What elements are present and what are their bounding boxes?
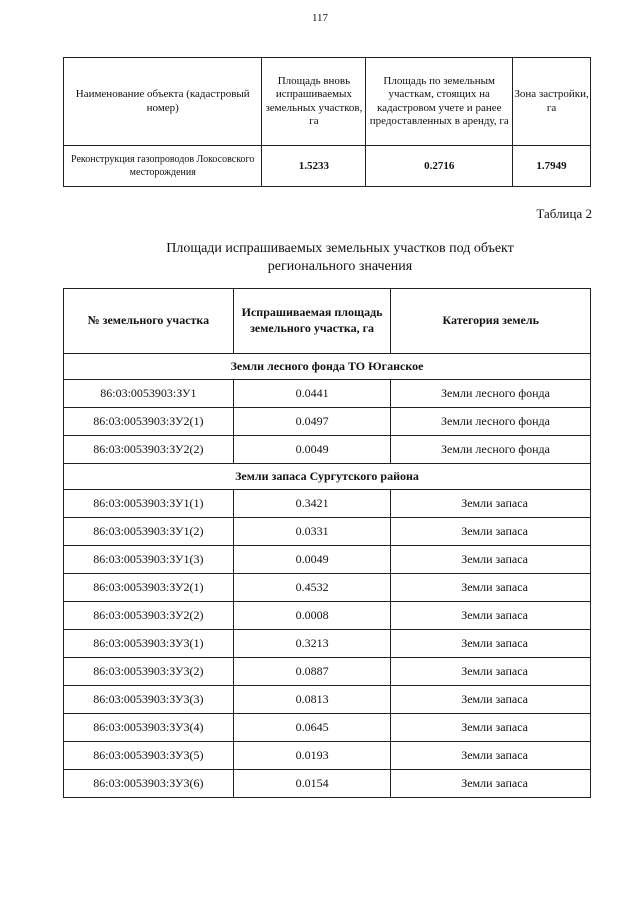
- section-title: Земли запаса Сургутского района: [64, 464, 591, 490]
- table-row: [64, 630, 591, 658]
- plot-area-cell: 0.0441: [233, 380, 391, 408]
- plot-area-cell: 0.0193: [233, 742, 391, 770]
- plot-number-cell: 86:03:0053903:ЗУ1(3): [64, 546, 234, 574]
- plot-number-cell: 86:03:0053903:ЗУ3(3): [64, 686, 234, 714]
- table-row: [64, 436, 591, 464]
- plot-area-cell: 0.0008: [233, 602, 391, 630]
- land-category-cell: Земли лесного фонда: [391, 408, 591, 436]
- land-category-cell: Земли запаса: [391, 602, 591, 630]
- registered-area-cell: 0.2716: [366, 146, 513, 187]
- plot-area-cell: 0.0497: [233, 408, 391, 436]
- column-header-plot-number: № земельного участка: [64, 289, 234, 354]
- plot-number-cell: 86:03:0053903:ЗУ2(2): [64, 436, 234, 464]
- land-category-cell: Земли запаса: [391, 490, 591, 518]
- land-category-cell: Земли запаса: [391, 518, 591, 546]
- land-category-cell: Земли запаса: [391, 770, 591, 798]
- plot-area-cell: 0.0049: [233, 546, 391, 574]
- land-category-cell: Земли запаса: [391, 658, 591, 686]
- plot-area-cell: 0.4532: [233, 574, 391, 602]
- table-row: [64, 770, 591, 798]
- land-category-cell: Земли лесного фонда: [391, 436, 591, 464]
- plot-number-cell: 86:03:0053903:ЗУ1: [64, 380, 234, 408]
- plot-number-cell: 86:03:0053903:ЗУ3(5): [64, 742, 234, 770]
- column-header-new-area: Площадь вновь испрашиваемых земельных участков, га: [262, 58, 366, 146]
- table-row: [64, 574, 591, 602]
- plot-number-cell: 86:03:0053903:ЗУ2(1): [64, 574, 234, 602]
- land-category-cell: Земли запаса: [391, 630, 591, 658]
- section-row: [64, 354, 591, 380]
- column-header-object-name: Наименование объекта (кадастровый номер): [64, 58, 262, 146]
- plot-area-cell: 0.0887: [233, 658, 391, 686]
- plot-area-cell: 0.0645: [233, 714, 391, 742]
- land-category-cell: Земли запаса: [391, 714, 591, 742]
- table-body: [64, 354, 591, 798]
- plot-area-cell: 0.3421: [233, 490, 391, 518]
- section-title: Земли лесного фонда ТО Юганское: [64, 354, 591, 380]
- plot-area-cell: 0.0154: [233, 770, 391, 798]
- column-header-area: Испрашиваемая площадь земельного участка, га: [233, 289, 391, 354]
- plot-number-cell: 86:03:0053903:ЗУ3(1): [64, 630, 234, 658]
- land-plots-table: [63, 288, 591, 798]
- section-row: [64, 464, 591, 490]
- plot-number-cell: 86:03:0053903:ЗУ3(2): [64, 658, 234, 686]
- table-header-row: [64, 58, 591, 146]
- plot-area-cell: 0.0331: [233, 518, 391, 546]
- table-row: [64, 602, 591, 630]
- table-row: [64, 146, 591, 187]
- plot-number-cell: 86:03:0053903:ЗУ1(2): [64, 518, 234, 546]
- plot-number-cell: 86:03:0053903:ЗУ1(1): [64, 490, 234, 518]
- object-name-cell: Реконструкция газопроводов Локосовского месторождения: [64, 146, 262, 187]
- table-row: [64, 546, 591, 574]
- table-row: [64, 714, 591, 742]
- column-header-zone: Зона застройки, га: [513, 58, 591, 146]
- land-category-cell: Земли запаса: [391, 574, 591, 602]
- table-row: [64, 742, 591, 770]
- table-row: [64, 686, 591, 714]
- table-header-row: [64, 289, 591, 354]
- table-row: [64, 380, 591, 408]
- column-header-category: Категория земель: [391, 289, 591, 354]
- column-header-registered-area: Площадь по земельным участкам, стоящих на кадастровом учете и ранее предоставленных в аренду, га: [366, 58, 513, 146]
- table-title: Площади испрашиваемых земельных участков под объект регионального значения: [166, 241, 514, 274]
- plot-number-cell: 86:03:0053903:ЗУ3(4): [64, 714, 234, 742]
- land-category-cell: Земли лесного фонда: [391, 380, 591, 408]
- plot-area-cell: 0.3213: [233, 630, 391, 658]
- land-category-cell: Земли запаса: [391, 742, 591, 770]
- table-row: [64, 408, 591, 436]
- new-area-cell: 1.5233: [262, 146, 366, 187]
- page-number: 117: [311, 12, 329, 24]
- table-row: [64, 658, 591, 686]
- land-category-cell: Земли запаса: [391, 546, 591, 574]
- plot-number-cell: 86:03:0053903:ЗУ2(2): [64, 602, 234, 630]
- table-row: [64, 518, 591, 546]
- plot-number-cell: 86:03:0053903:ЗУ3(6): [64, 770, 234, 798]
- plot-area-cell: 0.0813: [233, 686, 391, 714]
- zone-cell: 1.7949: [513, 146, 591, 187]
- plot-number-cell: 86:03:0053903:ЗУ2(1): [64, 408, 234, 436]
- land-category-cell: Земли запаса: [391, 686, 591, 714]
- plot-area-cell: 0.0049: [233, 436, 391, 464]
- table-caption: Таблица 2: [536, 206, 592, 221]
- objects-area-table: [63, 57, 591, 187]
- table-row: [64, 490, 591, 518]
